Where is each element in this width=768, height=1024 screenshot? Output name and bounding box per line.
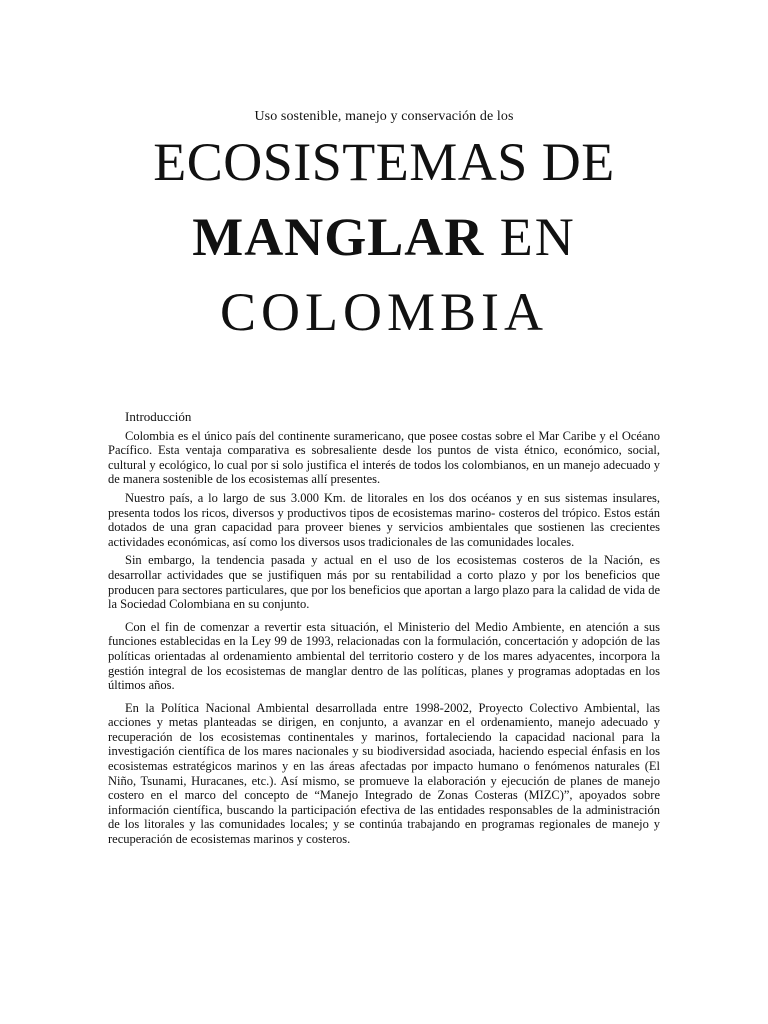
- document-body: [108, 410, 660, 851]
- title-line-1: ECOSISTEMAS DE: [153, 132, 615, 192]
- section-heading-introduccion: Introducción: [125, 409, 192, 424]
- title-line-2-rest: EN: [484, 207, 576, 267]
- paragraph-4: Con el fin de comenzar a revertir esta situación, el Ministerio del Medio Ambiente, en atención a sus funciones establecidas en la Ley 99 de 1993, relacionadas con la formulación, concertación y adopción de las políticas orientadas al ordenamiento ambiental del territorio costero y de los mares adyacentes, incorpora la gestión integral de los ecosistemas de manglar dentro de las políticas, planes y programas adoptadas en los últimos años.: [108, 619, 660, 693]
- title-line-3: COLOMBIA: [219, 282, 548, 342]
- paragraph-5: En la Política Nacional Ambiental desarrollada entre 1998-2002, Proyecto Colectivo Ambiental, las acciones y metas planteadas se dirigen, en conjunto, a avanzar en el ordenamiento, manejo adecuado y recuperación de los ecosistemas continentales y marinos, fortaleciendo la capacidad nacional para la investigación científica de los mares nacionales y su biodiversidad asociada, haciendo especial énfasis en los ecosistemas estratégicos marinos y en las áreas afectadas por impacto humano o fenómenos naturales (El Niño, Tsunami, Huracanes, etc.). Así mismo, se promueve la elaboración y ejecución de planes de manejo costero en el marco del concepto de “Manejo Integrado de Zonas Costeras (MIZC)”, apoyados sobre información científica, buscando la participación efectiva de las entidades responsables de la administración de los litorales y las comunidades locales; y se continúa trabajando en programas regionales de manejo y recuperación de ecosistemas marinos y costeros.: [108, 700, 660, 847]
- paragraph-1: Colombia es el único país del continente suramericano, que posee costas sobre el Mar Caribe y el Océano Pacífico. Esta ventaja comparativa es sobresaliente desde los puntos de vista étnico, económico, social, cultural y ecológico, lo cual por si solo justifica el interés de todos los colombianos, en un manejo adecuado y de manera sostenible de los ecosistemas allí presentes.: [108, 428, 660, 487]
- title-line-2: [0, 207, 768, 267]
- paragraph-3: Sin embargo, la tendencia pasada y actual en el uso de los ecosistemas costeros de la Nación, es desarrollar actividades que se justifiquen más por su rentabilidad a corto plazo y por los beneficios que producen para sectores particulares, que por los beneficios que aportan a largo plazo para la calidad de vida de la Sociedad Colombiana en su conjunto.: [108, 553, 660, 612]
- document-kicker: Uso sostenible, manejo y conservación de los: [254, 109, 514, 124]
- title-bold-word: MANGLAR: [192, 207, 485, 267]
- paragraph-2: Nuestro país, a lo largo de sus 3.000 Km. de litorales en los dos océanos y en sus sistemas insulares, presenta todos los ricos, diversos y productivos tipos de ecosistemas marino- costeros del trópico. Estos están dotados de una gran capacidad para proveer bienes y servicios ambientales que sostienen las crecientes actividades económicas, así como los diversos usos tradicionales de las comunidades locales.: [108, 490, 660, 549]
